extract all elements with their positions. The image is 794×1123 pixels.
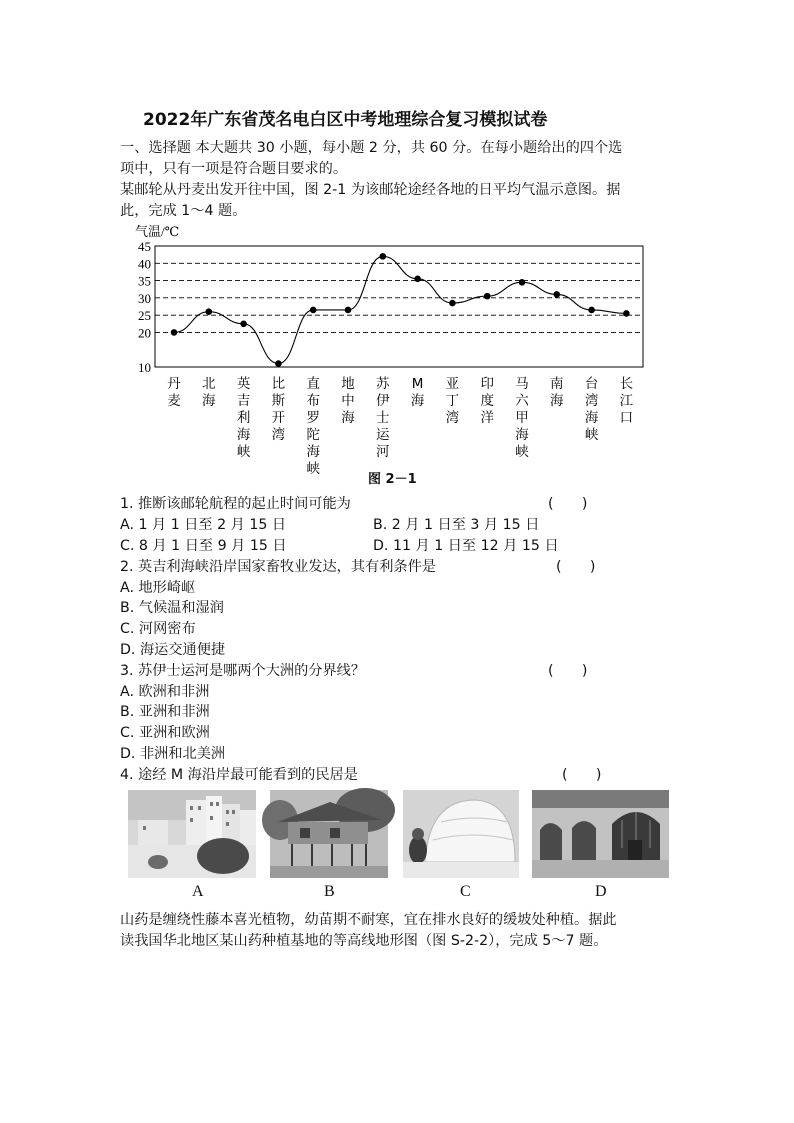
photo-caption-d: D — [595, 883, 607, 900]
temperature-series-line — [174, 256, 626, 363]
photo-b-stilt-house[interactable] — [270, 790, 388, 878]
question-3-option-c[interactable]: C. 亚洲和欧洲 — [120, 725, 210, 741]
x-label-14-char-3: 口 — [619, 410, 634, 426]
x-label-8-char-2: 海 — [410, 393, 425, 409]
question-1-option-a[interactable]: A. 1 月 1 日至 2 月 15 日 — [120, 517, 287, 533]
x-label-14-char-2: 江 — [619, 393, 634, 409]
outro-line2: 读我国华北地区某山药种植基地的等高线地形图（图 S-2-2），完成 5～7 题。 — [120, 933, 608, 949]
chart-gridlines — [155, 263, 643, 332]
x-label-1-char-1: 丹 — [167, 376, 181, 392]
y-tick-45: 45 — [138, 239, 151, 254]
x-label-4-char-1: 比 — [271, 376, 286, 392]
data-point-2 — [206, 308, 213, 315]
x-label-7-char-3: 士 — [376, 410, 390, 426]
question-2-option-c[interactable]: C. 河网密布 — [120, 621, 196, 637]
y-tick-10: 10 — [138, 360, 151, 375]
x-label-3-char-3: 利 — [236, 410, 251, 426]
chart-axes — [155, 246, 643, 367]
x-label-2-char-1: 北 — [202, 376, 216, 392]
x-label-1-char-2: 麦 — [167, 393, 181, 409]
photo-a-desert-houses[interactable] — [128, 790, 256, 878]
x-label-9-char-1: 亚 — [445, 376, 460, 392]
x-label-3-char-1: 英 — [236, 376, 251, 392]
question-1-option-d[interactable]: D. 11 月 1 日至 12 月 15 日 — [373, 538, 559, 554]
x-label-10-char-1: 印 — [480, 376, 494, 392]
data-point-1 — [171, 329, 178, 336]
x-label-3-char-4: 海 — [236, 427, 251, 443]
question-3-stem: 3. 苏伊士运河是哪两个大洲的分界线？ — [120, 663, 366, 679]
photo-c-igloo[interactable] — [403, 790, 519, 878]
x-label-6-char-3: 海 — [341, 410, 355, 426]
x-label-13-char-4: 峡 — [584, 427, 599, 443]
x-label-13-char-3: 海 — [584, 410, 599, 426]
x-label-9-char-2: 丁 — [445, 393, 460, 409]
data-point-5 — [310, 307, 317, 314]
x-label-7-char-1: 苏 — [376, 376, 390, 392]
y-axis-label: 气温/℃ — [135, 224, 180, 239]
question-2-answer-blank[interactable]: ( ) — [556, 559, 596, 575]
x-label-7-char-4: 运 — [376, 427, 390, 443]
x-label-5-char-2: 布 — [306, 393, 320, 409]
intro-line1: 某邮轮从丹麦出发开往中国，图 2-1 为该邮轮途经各地的日平均气温示意图。据 — [120, 182, 621, 198]
x-label-11-char-1: 马 — [515, 376, 529, 392]
y-tick-35: 35 — [138, 273, 151, 289]
question-1-option-b[interactable]: B. 2 月 1 日至 3 月 15 日 — [373, 517, 540, 533]
question-3-option-b[interactable]: B. 亚洲和非洲 — [120, 704, 210, 720]
question-2-option-a[interactable]: A. 地形崎岖 — [120, 580, 196, 596]
question-3-option-d[interactable]: D. 非洲和北美洲 — [120, 746, 226, 762]
x-label-6-char-1: 地 — [341, 376, 355, 392]
question-3-answer-blank[interactable]: ( ) — [548, 663, 588, 679]
x-label-5-char-6: 峡 — [306, 461, 320, 477]
y-tick-40: 40 — [138, 256, 151, 272]
x-label-14-char-1: 长 — [619, 376, 634, 392]
x-label-13-char-1: 台 — [584, 376, 599, 392]
data-point-14 — [623, 310, 630, 317]
y-tick-labels — [138, 239, 151, 375]
x-label-5-char-5: 海 — [306, 444, 320, 460]
x-label-5-char-4: 陀 — [306, 427, 320, 443]
plot-frame — [155, 246, 643, 367]
question-1-option-c[interactable]: C. 8 月 1 日至 9 月 15 日 — [120, 538, 287, 554]
question-3-option-a[interactable]: A. 欧洲和非洲 — [120, 684, 210, 700]
x-label-9-char-3: 湾 — [445, 410, 460, 426]
temperature-chart — [125, 222, 685, 477]
question-4-answer-blank[interactable]: ( ) — [562, 767, 602, 783]
figure-label: 图 2－1 — [368, 472, 417, 487]
question-1-stem: 1. 推断该邮轮航程的起止时间可能为 — [120, 496, 351, 512]
x-label-11-char-5: 峡 — [515, 444, 529, 460]
question-1-answer-blank[interactable]: ( ) — [548, 496, 588, 512]
x-label-5-char-3: 罗 — [306, 410, 320, 426]
data-point-4 — [275, 360, 282, 367]
x-label-4-char-2: 斯 — [271, 393, 286, 409]
page-title: 2022年广东省茂名电白区中考地理综合复习模拟试卷 — [143, 110, 548, 130]
x-label-2-char-2: 海 — [202, 393, 216, 409]
data-point-9 — [449, 300, 456, 307]
section-heading-line2: 项中，只有一项是符合题目要求的。 — [120, 161, 348, 177]
data-point-3 — [240, 320, 247, 327]
data-point-12 — [554, 291, 561, 298]
data-point-13 — [588, 307, 595, 314]
x-label-12-char-1: 南 — [550, 376, 564, 392]
x-label-3-char-2: 吉 — [236, 393, 251, 409]
data-point-6 — [345, 307, 352, 314]
x-label-11-char-3: 甲 — [515, 410, 529, 426]
question-4-stem: 4. 途经 M 海沿岸最可能看到的民居是 — [120, 767, 358, 783]
x-label-4-char-4: 湾 — [271, 427, 286, 443]
x-label-4-char-3: 开 — [271, 410, 286, 426]
x-label-7-char-2: 伊 — [376, 393, 390, 409]
question-2-option-b[interactable]: B. 气候温和湿润 — [120, 600, 224, 616]
outro-line1: 山药是缠绕性藤本喜光植物，幼苗期不耐寒，宜在排水良好的缓坡处种植。据此 — [120, 912, 617, 928]
y-tick-25: 25 — [138, 308, 151, 324]
question-2-stem: 2. 英吉利海峡沿岸国家畜牧业发达，其有利条件是 — [120, 559, 436, 575]
x-label-3-char-5: 峡 — [236, 444, 251, 460]
data-point-11 — [519, 279, 526, 286]
x-label-13-char-2: 湾 — [584, 393, 599, 409]
data-points — [171, 253, 630, 367]
data-point-7 — [380, 253, 387, 260]
x-label-11-char-4: 海 — [515, 427, 529, 443]
question-2-option-d[interactable]: D. 海运交通便捷 — [120, 642, 226, 658]
x-label-8-char-1: M — [411, 376, 424, 392]
x-label-7-char-5: 河 — [376, 444, 390, 460]
x-label-12-char-2: 海 — [550, 393, 564, 409]
x-label-5-char-1: 直 — [306, 376, 320, 392]
x-category-labels — [167, 375, 633, 477]
x-label-10-char-3: 洋 — [480, 410, 494, 426]
photo-caption-b: B — [324, 883, 335, 900]
intro-line2: 此，完成 1～4 题。 — [120, 203, 247, 219]
y-tick-20: 20 — [138, 325, 151, 341]
data-point-8 — [414, 276, 421, 283]
section-heading-line1: 一、选择题 本大题共 30 小题，每小题 2 分，共 60 分。在每小题给出的四个选 — [120, 140, 623, 156]
photo-caption-c: C — [460, 883, 471, 900]
data-point-10 — [484, 293, 491, 300]
x-label-11-char-2: 六 — [515, 393, 529, 409]
x-label-10-char-2: 度 — [480, 393, 494, 409]
photo-caption-a: A — [192, 883, 204, 900]
photo-d-cave-dwelling[interactable] — [532, 790, 669, 878]
x-label-6-char-2: 中 — [341, 393, 355, 409]
y-tick-30: 30 — [138, 290, 151, 306]
